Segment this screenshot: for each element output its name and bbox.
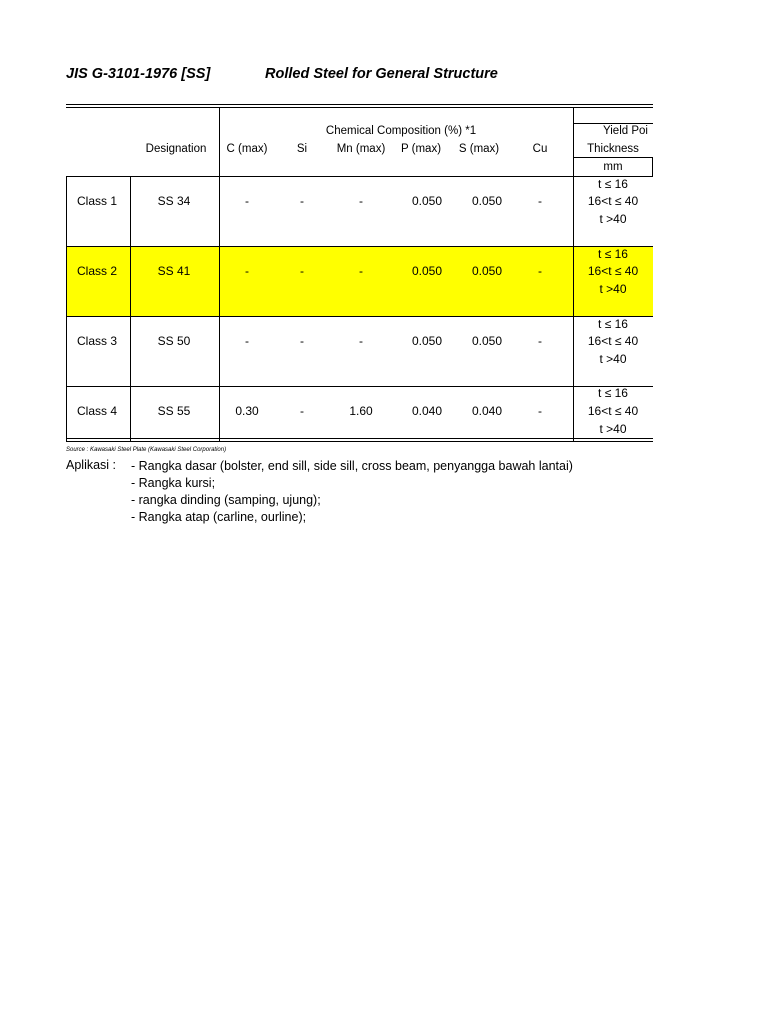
row-s: 0.050 bbox=[471, 264, 503, 278]
row-p: 0.050 bbox=[411, 264, 443, 278]
row-s: 0.050 bbox=[471, 334, 503, 348]
row-c: - bbox=[245, 194, 249, 208]
row-class: Class 2 bbox=[76, 264, 118, 278]
header-s: S (max) bbox=[458, 143, 500, 155]
chemical-divider bbox=[573, 107, 574, 441]
header-chemical-composition: Chemical Composition (%) *1 bbox=[325, 125, 477, 137]
row-si: - bbox=[300, 264, 304, 278]
row-designation: SS 34 bbox=[157, 194, 191, 208]
row-mn: - bbox=[359, 334, 363, 348]
left-border bbox=[66, 176, 67, 441]
row-thickness-3: t >40 bbox=[599, 422, 627, 436]
table-top-border-inner bbox=[66, 107, 653, 108]
row-mn: - bbox=[359, 194, 363, 208]
row-s: 0.040 bbox=[471, 404, 503, 418]
row-s: 0.050 bbox=[471, 194, 503, 208]
row-class: Class 3 bbox=[76, 334, 118, 348]
row-mn: - bbox=[359, 264, 363, 278]
row-designation: SS 55 bbox=[157, 404, 191, 418]
header-bottom-line bbox=[66, 176, 653, 177]
table-bottom-border-inner bbox=[66, 441, 653, 442]
header-thickness: Thickness bbox=[587, 143, 639, 155]
row-thickness-1: t ≤ 16 bbox=[598, 386, 628, 400]
standard-code: JIS G-3101-1976 [SS] bbox=[66, 66, 211, 82]
row-designation: SS 41 bbox=[157, 264, 191, 278]
row-line-3 bbox=[66, 386, 653, 387]
row-mn: 1.60 bbox=[349, 404, 373, 418]
header-c: C (max) bbox=[226, 143, 268, 155]
row-c: - bbox=[245, 264, 249, 278]
header-cu: Cu bbox=[532, 143, 548, 155]
row-thickness-2: 16<t ≤ 40 bbox=[587, 334, 639, 348]
list-item: - Rangka kursi; bbox=[131, 476, 216, 490]
row-class: Class 4 bbox=[76, 404, 118, 418]
row-thickness-1: t ≤ 16 bbox=[598, 177, 628, 191]
steel-table bbox=[66, 104, 653, 446]
document-title: Rolled Steel for General Structure bbox=[265, 66, 498, 82]
header-p: P (max) bbox=[400, 143, 442, 155]
row-highlight bbox=[66, 247, 653, 316]
row-p: 0.040 bbox=[411, 404, 443, 418]
list-item: - Rangka dasar (bolster, end sill, side sill, cross beam, penyangga bawah lantai) bbox=[131, 459, 573, 473]
table-top-border bbox=[66, 104, 653, 105]
application-list bbox=[131, 458, 573, 526]
row-class: Class 1 bbox=[76, 194, 118, 208]
list-item: - Rangka atap (carline, ourline); bbox=[131, 510, 307, 524]
class-divider bbox=[130, 176, 131, 441]
thickness-line bbox=[573, 157, 653, 158]
row-cu: - bbox=[538, 334, 542, 348]
application-label: Aplikasi : bbox=[66, 458, 117, 472]
row-thickness-3: t >40 bbox=[599, 212, 627, 226]
row-cu: - bbox=[538, 404, 542, 418]
mm-right-border bbox=[652, 157, 653, 176]
row-cu: - bbox=[538, 194, 542, 208]
row-thickness-1: t ≤ 16 bbox=[598, 317, 628, 331]
source-note: Source : Kawasaki Steel Plate (Kawasaki Steel Corporation) bbox=[66, 447, 227, 453]
table-bottom-border bbox=[66, 438, 653, 439]
header-si: Si bbox=[296, 143, 308, 155]
row-cu: - bbox=[538, 264, 542, 278]
row-line-1 bbox=[66, 246, 653, 247]
header-designation: Designation bbox=[145, 143, 207, 155]
row-thickness-2: 16<t ≤ 40 bbox=[587, 404, 639, 418]
row-si: - bbox=[300, 404, 304, 418]
row-p: 0.050 bbox=[411, 194, 443, 208]
row-designation: SS 50 bbox=[157, 334, 191, 348]
row-si: - bbox=[300, 334, 304, 348]
header-mn: Mn (max) bbox=[336, 143, 386, 155]
header-unit-mm: mm bbox=[603, 161, 623, 173]
row-si: - bbox=[300, 194, 304, 208]
designation-divider bbox=[219, 107, 220, 441]
list-item: - rangka dinding (samping, ujung); bbox=[131, 493, 321, 507]
row-c: 0.30 bbox=[235, 404, 259, 418]
row-thickness-2: 16<t ≤ 40 bbox=[587, 264, 639, 278]
row-thickness-1: t ≤ 16 bbox=[598, 247, 628, 261]
row-c: - bbox=[245, 334, 249, 348]
row-thickness-2: 16<t ≤ 40 bbox=[587, 194, 639, 208]
row-thickness-3: t >40 bbox=[599, 352, 627, 366]
row-p: 0.050 bbox=[411, 334, 443, 348]
header-yield-point: Yield Poi bbox=[603, 125, 648, 137]
row-thickness-3: t >40 bbox=[599, 282, 627, 296]
row-line-2 bbox=[66, 316, 653, 317]
